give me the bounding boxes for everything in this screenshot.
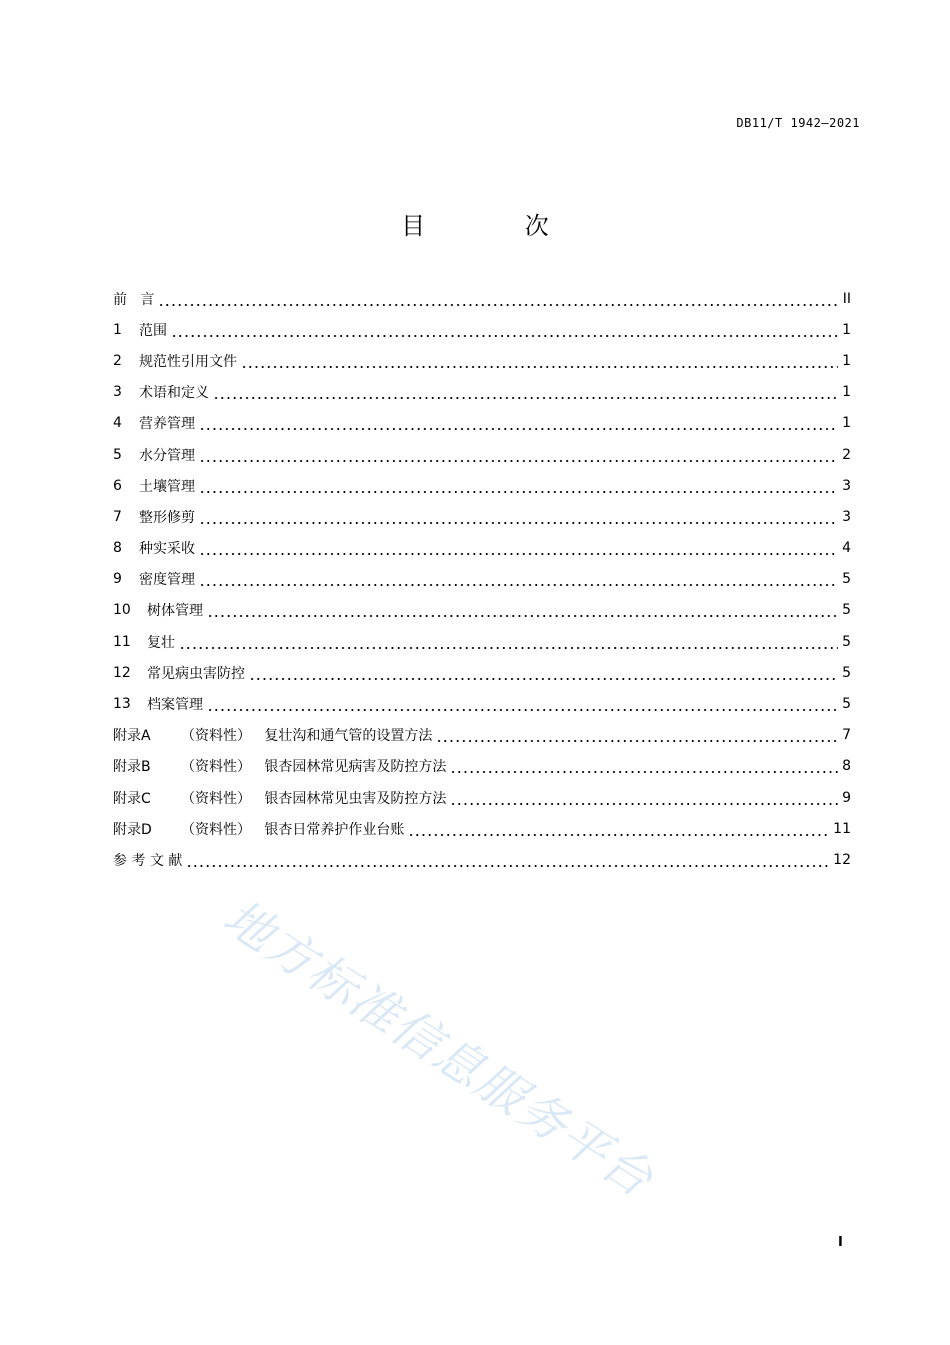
dot-leader xyxy=(450,759,838,773)
toc-entry-page: 5 xyxy=(842,664,851,681)
toc-entry-label: （资料性） 银杏园林常见病害及防控方法 xyxy=(181,759,447,776)
toc-entry-appendix-d[interactable] xyxy=(113,813,851,844)
toc-entry-page: 2 xyxy=(842,446,851,463)
dot-leader xyxy=(199,572,838,586)
toc-entry-label: 档案管理 xyxy=(147,697,203,714)
dot-leader xyxy=(207,603,838,617)
toc-entry-number: 12 xyxy=(113,664,131,681)
toc-entry-number: 5 xyxy=(113,446,122,463)
toc-entry-8[interactable] xyxy=(113,533,851,564)
toc-entry-number: 10 xyxy=(113,602,131,619)
dot-leader xyxy=(199,541,838,555)
toc-entry-number: 4 xyxy=(113,415,122,432)
toc-entry-number: 1 xyxy=(113,321,122,338)
toc-entry-label: 术语和定义 xyxy=(139,385,209,402)
toc-entry-number: 8 xyxy=(113,540,122,557)
toc-entry-4[interactable] xyxy=(113,408,851,439)
toc-entry-page: 9 xyxy=(842,789,851,806)
toc-entry-page: 1 xyxy=(842,415,851,432)
toc-entry-label: 范围 xyxy=(139,322,167,339)
toc-entry-label: 复壮 xyxy=(147,634,175,651)
toc-entry-page: 3 xyxy=(842,477,851,494)
toc-entry-2[interactable] xyxy=(113,345,851,376)
toc-entry-number: 附录A xyxy=(113,728,151,745)
page-number: I xyxy=(838,1235,843,1250)
dot-leader xyxy=(450,791,838,805)
toc-entry-number: 7 xyxy=(113,508,122,525)
dot-leader xyxy=(199,479,838,493)
dot-leader xyxy=(179,635,838,649)
dot-leader xyxy=(199,448,838,462)
dot-leader xyxy=(199,510,838,524)
toc-entry-label: 营养管理 xyxy=(139,416,195,433)
toc-entry-page: 7 xyxy=(842,727,851,744)
toc-entry-6[interactable] xyxy=(113,470,851,501)
toc-entry-label: 常见病虫害防控 xyxy=(147,665,245,682)
toc-entry-12[interactable] xyxy=(113,657,851,688)
toc-entry-10[interactable] xyxy=(113,595,851,626)
toc-entry-number: 附录C xyxy=(113,790,151,807)
watermark: 地方标准信息服务平台 xyxy=(213,889,664,1209)
toc-entry-label: 前 言 xyxy=(113,291,155,308)
toc-entry-number: 3 xyxy=(113,384,122,401)
toc-entry-number: 附录D xyxy=(113,821,152,838)
document-code: DB11/T 1942—2021 xyxy=(736,116,860,130)
toc-entry-page: 5 xyxy=(842,696,851,713)
toc-entry-appendix-a[interactable] xyxy=(113,720,851,751)
toc-entry-number: 2 xyxy=(113,352,122,369)
toc-entry-label: 树体管理 xyxy=(147,603,203,620)
toc-entry-label: （资料性） 复壮沟和通气管的设置方法 xyxy=(181,728,433,745)
toc-entry-13[interactable] xyxy=(113,688,851,719)
toc-entry-11[interactable] xyxy=(113,626,851,657)
toc-entry-references[interactable] xyxy=(113,844,851,875)
toc-entry-foreword[interactable] xyxy=(113,283,851,314)
toc-entry-page: 5 xyxy=(842,602,851,619)
toc-entry-label: （资料性） 银杏园林常见虫害及防控方法 xyxy=(181,790,447,807)
toc-entry-label: 整形修剪 xyxy=(139,509,195,526)
toc-entry-label: 规范性引用文件 xyxy=(139,353,237,370)
toc-entry-9[interactable] xyxy=(113,564,851,595)
toc-entry-7[interactable] xyxy=(113,501,851,532)
dot-leader xyxy=(171,323,838,337)
toc-entry-page: 12 xyxy=(833,851,851,868)
toc-entry-label: 土壤管理 xyxy=(139,478,195,495)
toc-entry-3[interactable] xyxy=(113,377,851,408)
dot-leader xyxy=(213,385,838,399)
toc-entry-page: 3 xyxy=(842,508,851,525)
toc-entry-1[interactable] xyxy=(113,314,851,345)
toc-entry-page: 4 xyxy=(842,540,851,557)
toc-entry-page: 1 xyxy=(842,384,851,401)
toc-entry-label: 种实采收 xyxy=(139,541,195,558)
dot-leader xyxy=(408,822,829,836)
toc-entry-number: 6 xyxy=(113,477,122,494)
dot-leader xyxy=(186,853,829,867)
toc-entry-number: 13 xyxy=(113,696,131,713)
dot-leader xyxy=(249,666,838,680)
toc-title: 目 次 xyxy=(401,212,595,240)
dot-leader xyxy=(207,697,838,711)
toc-entry-number: 9 xyxy=(113,571,122,588)
table-of-contents xyxy=(113,283,851,876)
toc-entry-label: 水分管理 xyxy=(139,447,195,464)
toc-entry-page: II xyxy=(842,290,851,307)
toc-entry-appendix-b[interactable] xyxy=(113,751,851,782)
dot-leader xyxy=(436,728,838,742)
toc-entry-page: 11 xyxy=(833,820,851,837)
toc-entry-page: 1 xyxy=(842,321,851,338)
dot-leader xyxy=(158,292,838,306)
toc-entry-label: 参 考 文 献 xyxy=(113,852,183,869)
dot-leader xyxy=(241,354,838,368)
toc-entry-page: 8 xyxy=(842,758,851,775)
toc-entry-page: 5 xyxy=(842,571,851,588)
toc-entry-number: 11 xyxy=(113,633,131,650)
toc-entry-label: 密度管理 xyxy=(139,572,195,589)
toc-entry-appendix-c[interactable] xyxy=(113,782,851,813)
toc-entry-5[interactable] xyxy=(113,439,851,470)
toc-entry-page: 5 xyxy=(842,633,851,650)
toc-entry-number: 附录B xyxy=(113,759,151,776)
dot-leader xyxy=(199,416,838,430)
toc-entry-label: （资料性） 银杏日常养护作业台账 xyxy=(181,821,405,838)
toc-entry-page: 1 xyxy=(842,352,851,369)
